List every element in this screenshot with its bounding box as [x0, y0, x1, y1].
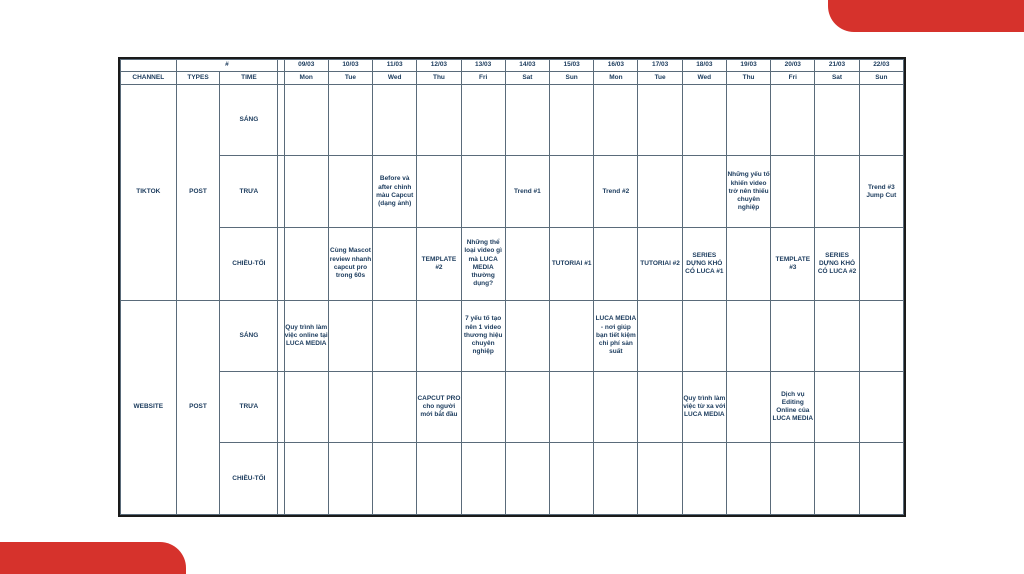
calendar-empty-cell: [505, 443, 549, 515]
calendar-empty-cell: [859, 371, 903, 442]
header-date-10: 18/03: [682, 60, 726, 72]
calendar-empty-cell: [594, 443, 638, 515]
header-date-5: 13/03: [461, 60, 505, 72]
calendar-empty-cell: [550, 371, 594, 442]
calendar-empty-cell: [726, 371, 770, 442]
channel-label-tiktok: TIKTOK: [121, 85, 177, 301]
header-date-13: 21/03: [815, 60, 859, 72]
calendar-empty-cell: [726, 300, 770, 371]
calendar-empty-cell: [726, 443, 770, 515]
calendar-empty-cell: [815, 443, 859, 515]
table-row: [121, 227, 904, 300]
header-date-3: 11/03: [373, 60, 417, 72]
calendar-empty-cell: [726, 227, 770, 300]
calendar-entry[interactable]: Những yếu tố khiến video trở nên thiếu chuyên nghiệp: [726, 156, 770, 227]
calendar-entry[interactable]: SERIES DỰNG KHÓ CÓ LUCA #2: [815, 227, 859, 300]
calendar-empty-cell: [815, 156, 859, 227]
calendar-entry[interactable]: TEMPLATE #3: [771, 227, 815, 300]
header-date-12: 20/03: [771, 60, 815, 72]
calendar-entry[interactable]: Before và after chỉnh màu Capcut (dạng ảnh): [373, 156, 417, 227]
calendar-empty-cell: [461, 443, 505, 515]
calendar-empty-cell: [284, 156, 328, 227]
header-day-5: Fri: [461, 72, 505, 85]
channel-label-website: WEBSITE: [121, 300, 177, 514]
calendar-empty-cell: [815, 300, 859, 371]
calendar-empty-cell: [373, 443, 417, 515]
header-day-10: Wed: [682, 72, 726, 85]
calendar-empty-cell: [284, 85, 328, 156]
calendar-empty-cell: [682, 443, 726, 515]
header-day-8: Mon: [594, 72, 638, 85]
calendar-empty-cell: [328, 443, 372, 515]
calendar-empty-cell: [417, 443, 461, 515]
calendar-empty-cell: [417, 300, 461, 371]
types-label-tiktok: POST: [176, 85, 220, 301]
header-day-4: Thu: [417, 72, 461, 85]
time-slot-label: TRƯA: [220, 371, 278, 442]
decorative-corner-top-right: [828, 0, 1024, 32]
header-day-14: Sun: [859, 72, 903, 85]
time-slot-label: SÁNG: [220, 85, 278, 156]
header-day-6: Sat: [505, 72, 549, 85]
header-day-11: Thu: [726, 72, 770, 85]
calendar-empty-cell: [859, 227, 903, 300]
table-row: [121, 85, 904, 156]
calendar-empty-cell: [594, 227, 638, 300]
calendar-entry[interactable]: Trend #2: [594, 156, 638, 227]
calendar-empty-cell: [505, 85, 549, 156]
calendar-empty-cell: [859, 300, 903, 371]
calendar-entry[interactable]: LUCA MEDIA - nơi giúp bạn tiết kiệm chi phí sản suất: [594, 300, 638, 371]
calendar-empty-cell: [505, 227, 549, 300]
table-row: [121, 156, 904, 227]
header-date-4: 12/03: [417, 60, 461, 72]
calendar-entry[interactable]: Dịch vụ Editing Online của LUCA MEDIA: [771, 371, 815, 442]
calendar-entry[interactable]: TEMPLATE #2: [417, 227, 461, 300]
header-date-6: 14/03: [505, 60, 549, 72]
calendar-empty-cell: [594, 85, 638, 156]
calendar-entry[interactable]: TUTORIAl #1: [550, 227, 594, 300]
calendar-empty-cell: [682, 156, 726, 227]
calendar-empty-cell: [859, 85, 903, 156]
calendar-entry[interactable]: Trend #3 Jump Cut: [859, 156, 903, 227]
header-date-14: 22/03: [859, 60, 903, 72]
calendar-empty-cell: [594, 371, 638, 442]
header-day-7: Sun: [550, 72, 594, 85]
header-day-12: Fri: [771, 72, 815, 85]
header-date-8: 16/03: [594, 60, 638, 72]
calendar-empty-cell: [373, 300, 417, 371]
calendar-empty-cell: [771, 156, 815, 227]
calendar-empty-cell: [417, 85, 461, 156]
time-slot-label: CHIỀU-TỐI: [220, 227, 278, 300]
header-channel-label: CHANNEL: [121, 72, 177, 85]
header-corner-blank: [121, 60, 177, 72]
header-time-label: TIME: [220, 72, 278, 85]
calendar-entry[interactable]: Quy trình làm việc từ xa với LUCA MEDIA: [682, 371, 726, 442]
table-row: [121, 443, 904, 515]
calendar-empty-cell: [550, 156, 594, 227]
table-body: [121, 85, 904, 515]
calendar-empty-cell: [328, 156, 372, 227]
calendar-empty-cell: [328, 85, 372, 156]
types-label-website: POST: [176, 300, 220, 514]
header-hash-label: #: [176, 60, 278, 72]
calendar-empty-cell: [550, 443, 594, 515]
table-row: [121, 300, 904, 371]
header-day-13: Sat: [815, 72, 859, 85]
calendar-empty-cell: [550, 300, 594, 371]
calendar-empty-cell: [505, 371, 549, 442]
header-day-3: Wed: [373, 72, 417, 85]
calendar-empty-cell: [771, 300, 815, 371]
calendar-empty-cell: [682, 85, 726, 156]
calendar-empty-cell: [726, 85, 770, 156]
table-row: [121, 371, 904, 442]
content-calendar-table: [120, 59, 904, 515]
calendar-entry[interactable]: Cùng Mascot review nhanh capcut pro trong 60s: [328, 227, 372, 300]
header-day-1: Mon: [284, 72, 328, 85]
calendar-entry[interactable]: 7 yếu tố tạo nên 1 video thương hiệu chuyên nghiệp: [461, 300, 505, 371]
calendar-empty-cell: [284, 227, 328, 300]
calendar-empty-cell: [461, 156, 505, 227]
header-date-2: 10/03: [328, 60, 372, 72]
calendar-empty-cell: [815, 371, 859, 442]
calendar-empty-cell: [373, 371, 417, 442]
calendar-empty-cell: [638, 371, 682, 442]
calendar-entry[interactable]: SERIES DỰNG KHÓ CÓ LUCA #1: [682, 227, 726, 300]
header-date-7: 15/03: [550, 60, 594, 72]
header-types-label: TYPES: [176, 72, 220, 85]
calendar-entry[interactable]: Trend #1: [505, 156, 549, 227]
decorative-corner-bottom-left: [0, 542, 186, 574]
header-row-dates: [121, 60, 904, 72]
calendar-entry[interactable]: CAPCUT PRO cho người mới bắt đầu: [417, 371, 461, 442]
table-header: [121, 60, 904, 85]
header-day-2: Tue: [328, 72, 372, 85]
calendar-empty-cell: [638, 300, 682, 371]
calendar-empty-cell: [638, 85, 682, 156]
time-slot-label: SÁNG: [220, 300, 278, 371]
calendar-empty-cell: [550, 85, 594, 156]
header-day-9: Tue: [638, 72, 682, 85]
calendar-empty-cell: [373, 85, 417, 156]
calendar-empty-cell: [638, 443, 682, 515]
calendar-empty-cell: [771, 85, 815, 156]
calendar-empty-cell: [328, 371, 372, 442]
header-date-11: 19/03: [726, 60, 770, 72]
calendar-entry[interactable]: TUTORIAl #2: [638, 227, 682, 300]
header-row-days: [121, 72, 904, 85]
calendar-empty-cell: [815, 85, 859, 156]
calendar-empty-cell: [682, 300, 726, 371]
calendar-empty-cell: [638, 156, 682, 227]
time-slot-label: TRƯA: [220, 156, 278, 227]
header-date-9: 17/03: [638, 60, 682, 72]
calendar-empty-cell: [771, 443, 815, 515]
calendar-empty-cell: [284, 443, 328, 515]
calendar-empty-cell: [417, 156, 461, 227]
calendar-empty-cell: [328, 300, 372, 371]
calendar-empty-cell: [373, 227, 417, 300]
calendar-empty-cell: [461, 371, 505, 442]
calendar-empty-cell: [505, 300, 549, 371]
calendar-entry[interactable]: Quy trình làm việc online tại LUCA MEDIA: [284, 300, 328, 371]
calendar-empty-cell: [461, 85, 505, 156]
calendar-empty-cell: [284, 371, 328, 442]
calendar-empty-cell: [859, 443, 903, 515]
calendar-entry[interactable]: Những thể loại video gì mà LUCA MEDIA thường dụng?: [461, 227, 505, 300]
content-calendar-sheet: [118, 57, 906, 517]
header-date-1: 09/03: [284, 60, 328, 72]
time-slot-label: CHIỀU-TỐI: [220, 443, 278, 515]
